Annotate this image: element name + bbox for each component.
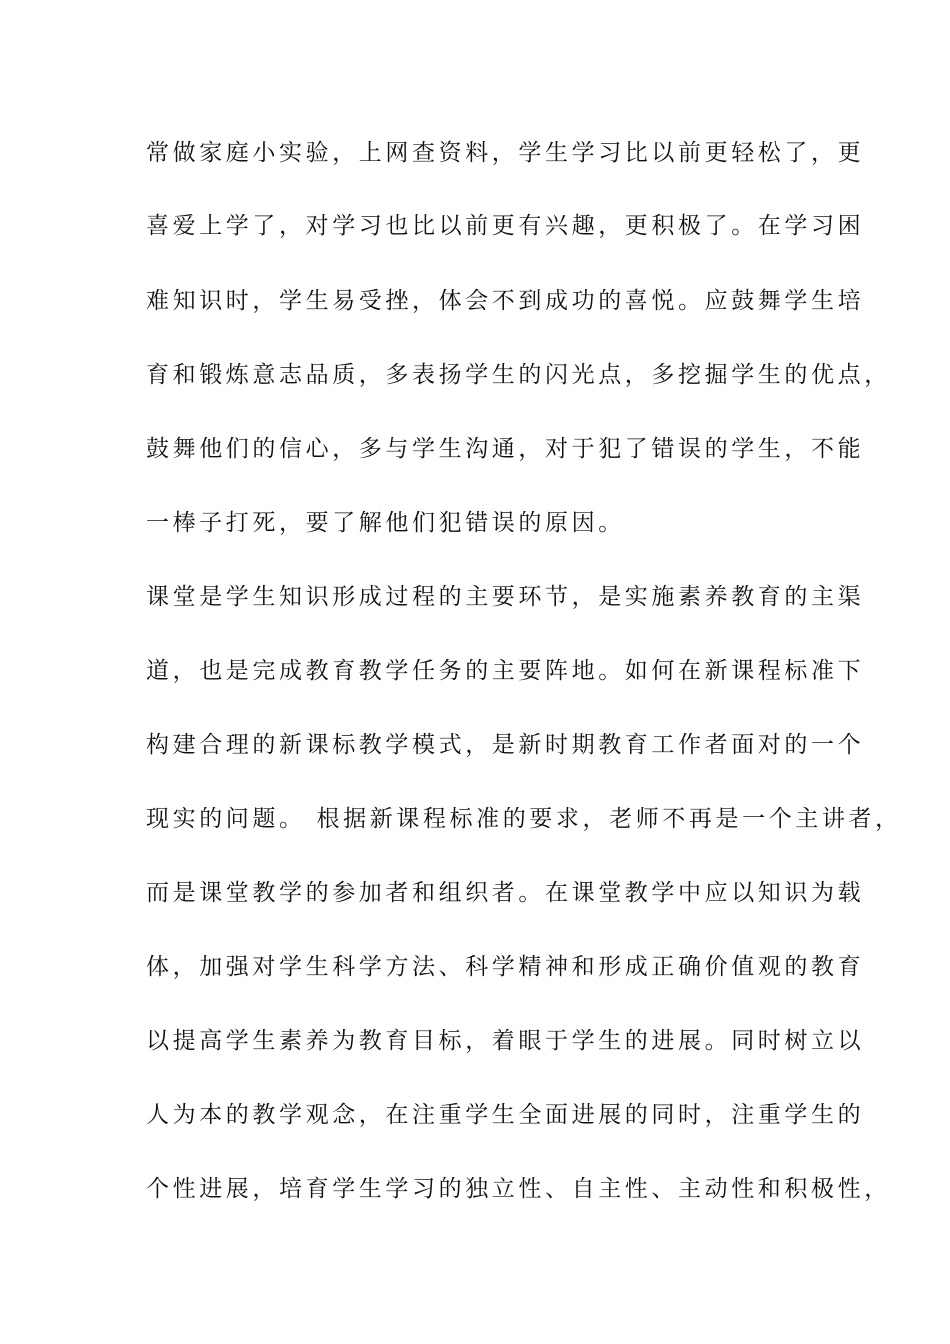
text-line: 个性进展，培育学生学习的独立性、自主性、主动性和积极性， <box>146 1176 891 1202</box>
text-line: 以提高学生素养为教育目标，着眼于学生的进展。同时树立以 <box>146 1028 865 1054</box>
text-line: 构建合理的新课标教学模式，是新时期教育工作者面对的一个 <box>146 732 865 758</box>
text-line: 道，也是完成教育教学任务的主要阵地。如何在新课程标准下 <box>146 658 865 684</box>
text-line: 难知识时，学生易受挫，体会不到成功的喜悦。应鼓舞学生培 <box>146 288 865 314</box>
text-line: 育和锻炼意志品质，多表扬学生的闪光点，多挖掘学生的优点， <box>146 362 891 388</box>
text-line: 喜爱上学了，对学习也比以前更有兴趣，更积极了。在学习困 <box>146 213 865 239</box>
text-line: 鼓舞他们的信心，多与学生沟通，对于犯了错误的学生，不能 <box>146 436 865 462</box>
text-line: 现实的问题。 根据新课程标准的要求，老师不再是一个主讲者， <box>146 806 902 832</box>
text-line: 课堂是学生知识形成过程的主要环节，是实施素养教育的主渠 <box>146 584 865 610</box>
text-line: 体，加强对学生科学方法、科学精神和形成正确价值观的教育 <box>146 954 865 980</box>
text-line: 而是课堂教学的参加者和组织者。在课堂教学中应以知识为载 <box>146 880 865 906</box>
text-line: 一棒子打死，要了解他们犯错误的原因。 <box>146 510 625 536</box>
text-line: 常做家庭小实验，上网查资料，学生学习比以前更轻松了，更 <box>146 140 865 166</box>
text-line: 人为本的教学观念，在注重学生全面进展的同时，注重学生的 <box>146 1102 865 1128</box>
